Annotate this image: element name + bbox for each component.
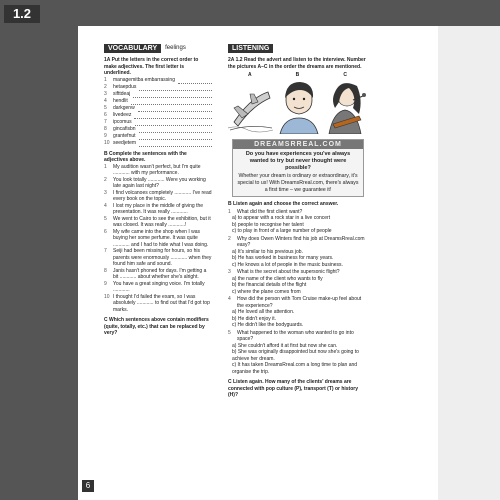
- picture-c-label: C: [343, 72, 347, 78]
- answer-option[interactable]: a) She couldn't afford it at first but now she can.: [232, 342, 338, 349]
- jet-plane-illustration: [228, 78, 273, 134]
- answer-line[interactable]: [139, 133, 212, 140]
- header-bar: [0, 0, 500, 26]
- right-margin: [438, 26, 500, 500]
- word-item: [104, 105, 212, 112]
- item-number: 2: [228, 235, 231, 242]
- item-number: 6: [104, 228, 107, 235]
- question-text: What is the secret about the supersonic flight?: [237, 269, 340, 275]
- item-number: 3: [104, 189, 107, 196]
- word-item: [104, 77, 212, 84]
- exercise-2b-label: B: [228, 201, 232, 207]
- item-number: 2: [104, 83, 107, 90]
- question-item: [228, 296, 368, 309]
- item-number: 9: [104, 132, 107, 139]
- sentence-item: [104, 190, 212, 203]
- scrambled-word: hetaepdus: [113, 83, 137, 90]
- scrambled-word: hendlit: [113, 97, 128, 104]
- answer-line[interactable]: [131, 98, 212, 105]
- question-text: Why does Owen Winters find his job at DreamsRreal.com easy?: [237, 235, 365, 248]
- answer-line[interactable]: [178, 77, 212, 84]
- singer-illustration: [323, 78, 368, 134]
- picture-row: [228, 73, 368, 135]
- sentence-text: You have a great singing voice. I'm totally ............: [113, 280, 205, 293]
- item-number: 3: [104, 90, 107, 97]
- answer-option[interactable]: a) He loved all the attention.: [232, 309, 295, 315]
- vocabulary-tag: VOCABULARY: [104, 44, 161, 53]
- sentence-text: My wife came into the shop when I was buying her some perfume. It was quite ............ and I had to hide what I was doing.: [113, 228, 209, 248]
- listening-section: [228, 44, 368, 399]
- word-item: [104, 119, 212, 126]
- sentence-list: [104, 164, 212, 314]
- exercise-1a-label: 1A: [104, 57, 111, 63]
- item-number: 1: [228, 208, 231, 215]
- item-number: 7: [104, 118, 107, 125]
- sentence-text: Janis hasn't phoned for days. I'm getting a bit ............ about whether she's alright.: [113, 267, 207, 280]
- scrambled-word: managemitba embarrassing: [113, 76, 175, 83]
- item-number: 5: [104, 104, 107, 111]
- item-number: 4: [104, 97, 107, 104]
- word-item: [104, 140, 212, 147]
- exercise-2c-instructions: Listen again. How many of the clients' dreams are connected with pop culture (P), transport (T) or history (H)?: [228, 379, 359, 398]
- answer-option[interactable]: b) He has worked in business for many years.: [232, 255, 334, 261]
- answer-line[interactable]: [139, 126, 212, 133]
- listening-tag: LISTENING: [228, 44, 273, 53]
- answer-option[interactable]: c) It has taken DreamsRreal.com a long time to plan and organise the trip.: [232, 362, 358, 375]
- answer-line[interactable]: [134, 112, 212, 119]
- question-list: [228, 209, 368, 376]
- scrambled-word: grantefnut: [113, 132, 136, 139]
- word-list: [104, 77, 212, 147]
- vocabulary-topic: feelings: [165, 45, 186, 52]
- question-item: [228, 236, 368, 249]
- answer-line[interactable]: [139, 140, 212, 147]
- answer-option[interactable]: a) to appear with a rock star in a live concert: [232, 215, 331, 221]
- answer-option[interactable]: c) He knows a lot of people in the music business.: [232, 261, 343, 268]
- picture-b-label: B: [295, 72, 300, 78]
- exercise-1c-label: C: [104, 317, 108, 323]
- answer-option[interactable]: c) where the plane comes from: [232, 288, 301, 295]
- word-item: [104, 84, 212, 91]
- scrambled-word: gincafisbn: [113, 125, 136, 132]
- exercise-2a-label: 2A: [228, 57, 235, 63]
- picture-b: [276, 73, 321, 135]
- item-number: 10: [104, 139, 110, 146]
- item-number: 4: [104, 202, 107, 209]
- sentence-item: [104, 268, 212, 281]
- item-number: 5: [104, 215, 107, 222]
- item-number: 6: [104, 111, 107, 118]
- word-item: [104, 98, 212, 105]
- question-item: [228, 330, 368, 343]
- item-number: 1: [104, 163, 107, 170]
- item-number: 2: [104, 176, 107, 183]
- exercise-2c-label: C: [228, 379, 232, 385]
- item-number: 9: [104, 280, 107, 287]
- sentence-text: You look totally ............ Were you working late again last night?: [113, 176, 206, 189]
- item-number: 3: [228, 269, 231, 275]
- answer-line[interactable]: [139, 84, 212, 91]
- question-text: How did the person with Tom Cruise make-up feel about the experience?: [237, 296, 362, 309]
- dreamsrreal-advert: [232, 139, 364, 197]
- item-number: 1: [104, 76, 107, 83]
- picture-a: [228, 73, 273, 135]
- exercise-1a-instructions: Put the letters in the correct order to make adjectives. The first letter is underlined.: [104, 57, 199, 76]
- sentence-item: [104, 229, 212, 249]
- left-margin: [0, 26, 78, 500]
- item-number: 8: [104, 125, 107, 132]
- sentence-text: Seiji had been missing for hours, so his parents were enormously ............ when they found him safe and sound.: [113, 248, 212, 267]
- sentence-item: [104, 248, 212, 268]
- scrambled-word: ipcomus: [113, 118, 132, 125]
- advert-body: Whether your dream is ordinary or extraordinary, it's special to us! With DreamsRreal.com, there's always a first time – we guarantee it!: [237, 173, 359, 193]
- sentence-text: My audition wasn't perfect, but I'm quite ............ with my performance.: [113, 163, 201, 176]
- word-item: [104, 91, 212, 98]
- scrambled-word: sifttdeaj: [113, 90, 131, 97]
- word-item: [104, 126, 212, 133]
- exercise-2a-instructions: 1.2 Read the advert and listen to the interview. Number the pictures A–C in the order the dreams are mentioned.: [228, 57, 366, 70]
- scrambled-word: seedjetem: [113, 139, 137, 146]
- answer-line[interactable]: [135, 119, 212, 126]
- exercise-1b-instructions: Complete the sentences with the adjectives above.: [104, 150, 187, 163]
- answer-option[interactable]: a) It's similar to his previous job.: [232, 248, 303, 255]
- word-item: [104, 133, 212, 140]
- scrambled-word: livedeez: [113, 111, 132, 118]
- advert-question: Do you have experiences you've always wanted to try but never thought were possible?: [245, 151, 351, 171]
- question-text: What did the first client want?: [237, 208, 303, 215]
- sentence-text: I thought I'd failed the exam, so I was absolutely ............ to find out that I'd got top marks.: [113, 293, 210, 313]
- answer-option[interactable]: c) to play in front of a large number of people: [232, 228, 332, 234]
- unit-number: 1.2: [4, 5, 40, 23]
- item-number: 8: [104, 267, 107, 274]
- vocabulary-section: [104, 44, 212, 337]
- sentence-item: [104, 164, 212, 177]
- word-item: [104, 112, 212, 119]
- page-number: 6: [82, 480, 94, 492]
- item-number: 5: [228, 329, 231, 336]
- advert-title: DREAMSRREAL.COM: [233, 140, 363, 149]
- scrambled-word: darkgenw: [113, 104, 135, 111]
- sentence-item: [104, 203, 212, 216]
- answer-line[interactable]: [138, 105, 212, 112]
- exercise-1b-label: B: [104, 150, 108, 157]
- sentence-item: [104, 281, 212, 294]
- answer-option[interactable]: b) She was originally disappointed but now she's going to achieve her dream.: [232, 349, 359, 362]
- answer-option[interactable]: c) He didn't like the bodyguards.: [232, 322, 304, 328]
- picture-a-label: A: [248, 72, 252, 78]
- sentence-item: [104, 177, 212, 190]
- item-number: 7: [104, 248, 107, 254]
- question-text: What happened to the woman who wanted to go into space?: [237, 329, 354, 342]
- item-number: 4: [228, 296, 231, 302]
- sentence-text: I lost my place in the middle of giving the presentation. It was really ............: [113, 202, 204, 215]
- answer-line[interactable]: [133, 91, 212, 98]
- answer-option[interactable]: a) the name of the client who wants to fly: [232, 275, 323, 282]
- answer-option[interactable]: b) the financial details of the flight: [232, 282, 307, 288]
- sentence-text: We went to Cairo to see the exhibition, but it was closed. It was really ............!: [113, 215, 211, 228]
- sentence-item: [104, 294, 212, 314]
- sentence-item: [104, 216, 212, 229]
- sentence-text: I find volcanoes completely ............ I've read every book on the topic.: [113, 189, 212, 202]
- exercise-2b-instructions: Listen again and choose the correct answer.: [233, 201, 339, 207]
- item-number: 10: [104, 293, 110, 300]
- answer-option[interactable]: b) He didn't enjoy it.: [232, 315, 277, 322]
- picture-c: [323, 73, 368, 135]
- answer-option[interactable]: b) people to recognise her talent: [232, 221, 304, 228]
- man-portrait-illustration: [276, 78, 321, 134]
- exercise-1c-instructions: Which sentences above contain modifiers (quite, totally, etc.) that can be replaced by very?: [104, 317, 209, 336]
